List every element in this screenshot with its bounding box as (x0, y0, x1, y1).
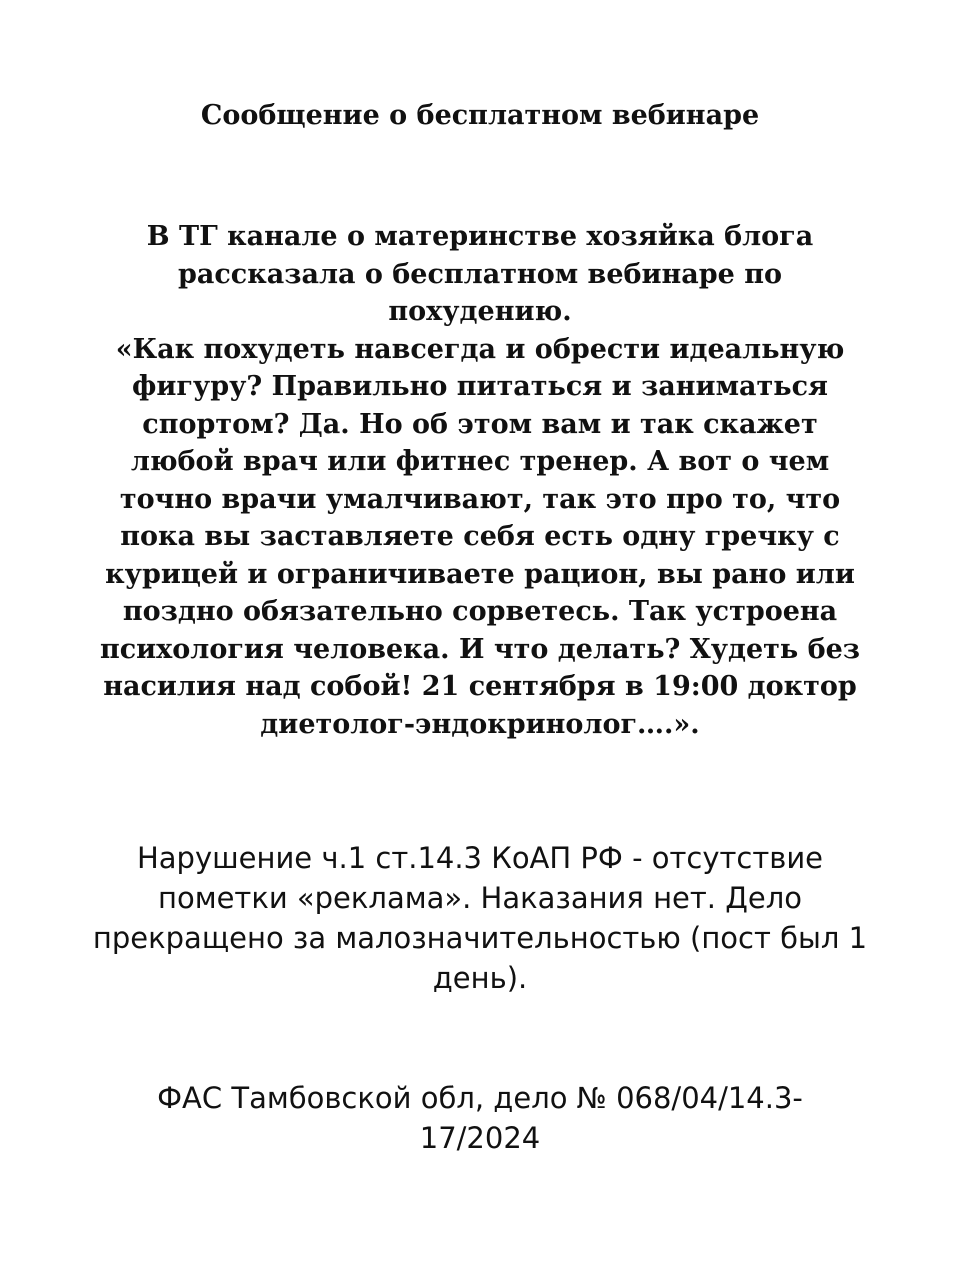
story-quote: «Как похудеть навсегда и обрести идеальную фигуру? Правильно питаться и заниматься спортом? Да. Но об этом вам и так скажет любой врач или фитнес тренер. А вот о чем точно врачи умалчивают, так это про то, что пока вы заставляете себя есть одну гречку с курицей и ограничиваете рацион, вы рано или поздно обязательно сорветесь. Так устроена психология человека. И что делать? Худеть без насилия над собой! 21 сентября в 19:00 доктор диетолог-эндокринолог….». (99, 333, 861, 740)
case-reference-text: ФАС Тамбовской обл, дело № 068/04/14.3-17/2024 (157, 1081, 803, 1155)
verdict-text: Нарушение ч.1 ст.14.3 КоАП РФ - отсутствие пометки «реклама». Наказания нет. Дело прекращено за малозначительностью (пост был 1 день). (92, 841, 868, 995)
verdict-block (90, 838, 870, 998)
story-intro: В ТГ канале о материнстве хозяйка блога рассказала о бесплатном вебинаре по похудению. (146, 221, 814, 327)
document-title: Сообщение о бесплатном вебинаре (200, 100, 760, 131)
story-block (90, 218, 870, 743)
case-reference-block (120, 1078, 840, 1158)
